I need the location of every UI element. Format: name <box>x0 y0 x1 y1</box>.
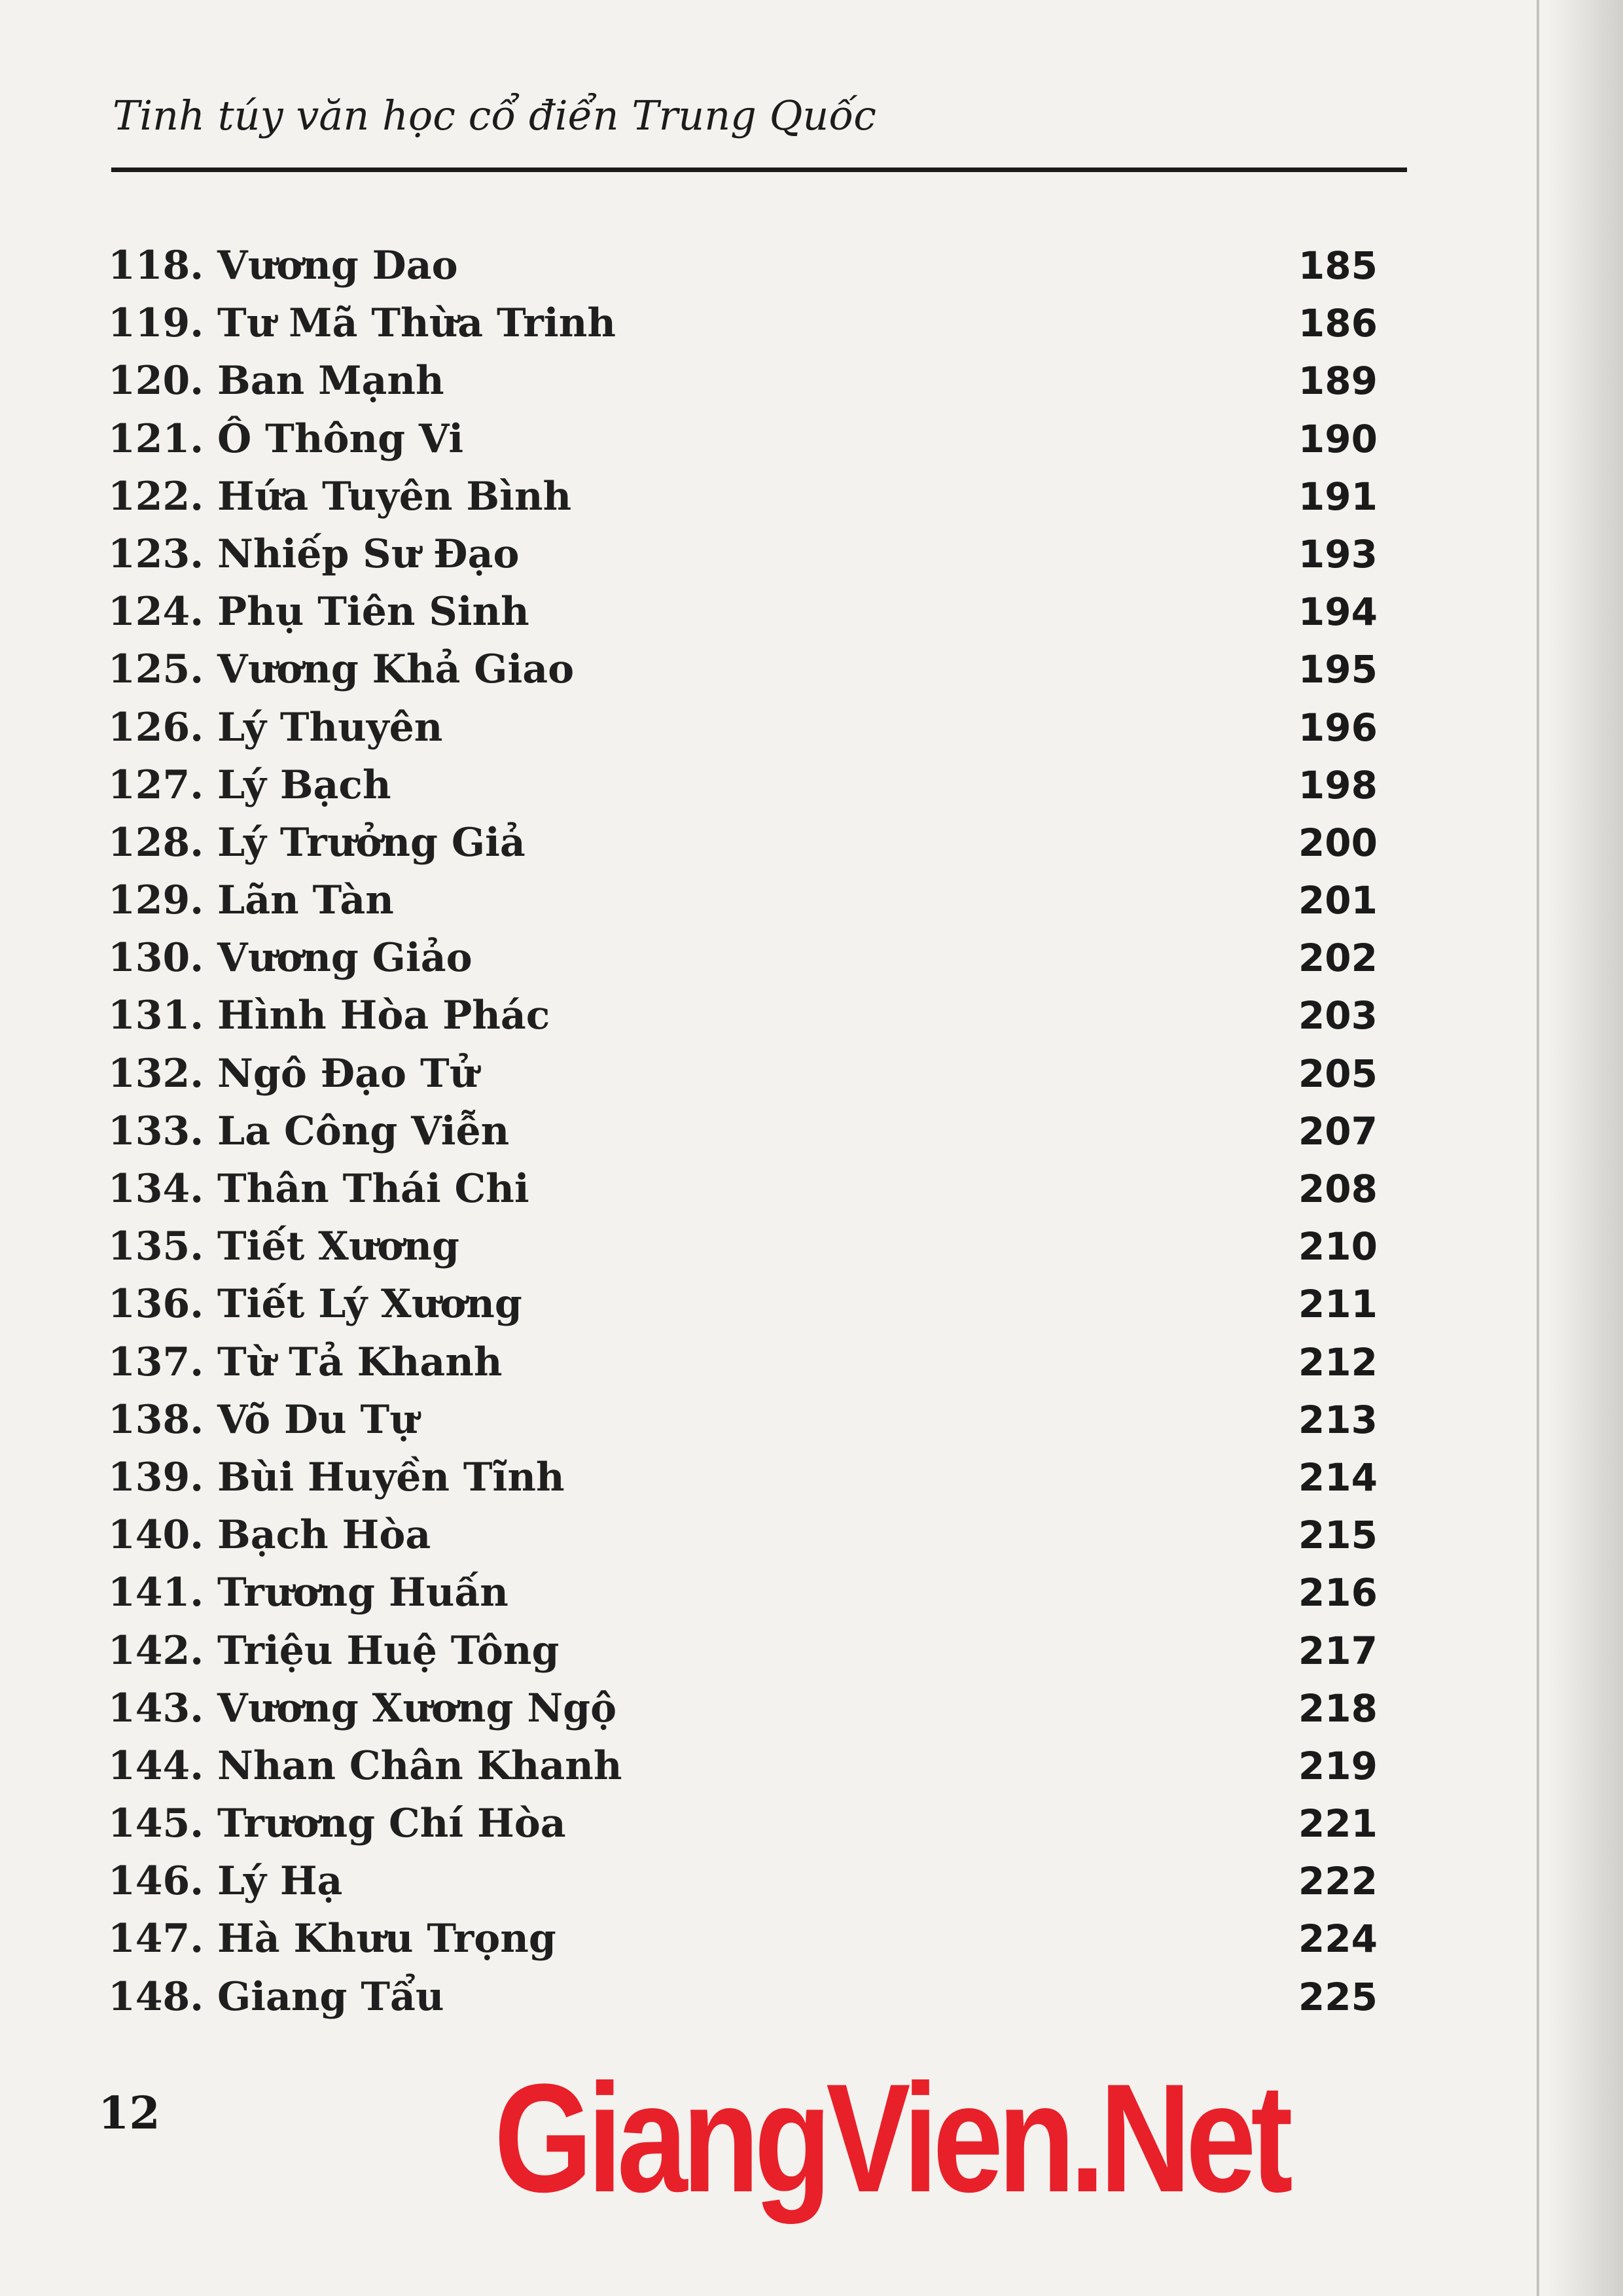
toc-entry <box>108 410 1378 468</box>
toc-entry-page: 221 <box>1298 1801 1378 1846</box>
toc-entry-title: 122. Hứa Tuyên Bình <box>108 473 572 520</box>
toc-entry <box>108 1622 1378 1680</box>
toc-entry-title: 129. Lãn Tàn <box>108 877 394 924</box>
toc-entry-page: 215 <box>1298 1513 1378 1558</box>
toc-entry-title: 126. Lý Thuyên <box>108 704 443 751</box>
toc-entry-page: 191 <box>1298 474 1378 519</box>
toc-entry <box>108 1852 1378 1910</box>
toc-entry-title: 139. Bùi Huyền Tĩnh <box>108 1454 565 1500</box>
toc-entry-title: 137. Từ Tả Khanh <box>108 1339 503 1385</box>
toc-entry-page: 201 <box>1298 878 1378 923</box>
toc-entry <box>108 1737 1378 1795</box>
toc-entry <box>108 1218 1378 1275</box>
toc-entry <box>108 1680 1378 1737</box>
toc-entry-page: 202 <box>1298 936 1378 981</box>
toc-entry-title: 120. Ban Mạnh <box>108 358 444 404</box>
toc-entry-title: 145. Trương Chí Hòa <box>108 1801 566 1847</box>
toc-entry-page: 225 <box>1298 1974 1378 2019</box>
toc-entry-page: 194 <box>1298 590 1378 635</box>
toc-entry-page: 214 <box>1298 1455 1378 1500</box>
toc-entry <box>108 1103 1378 1160</box>
toc-entry <box>108 1449 1378 1506</box>
toc-entry-page: 200 <box>1298 820 1378 865</box>
toc-entry-title: 144. Nhan Chân Khanh <box>108 1742 622 1789</box>
toc-entry-page: 210 <box>1298 1224 1378 1269</box>
page-number: 12 <box>98 2087 160 2140</box>
toc-entry-page: 208 <box>1298 1167 1378 1211</box>
toc-entry-title: 131. Hình Hòa Phác <box>108 993 550 1039</box>
toc-entry-title: 146. Lý Hạ <box>108 1858 343 1905</box>
toc-entry-page: 213 <box>1298 1397 1378 1442</box>
toc-entry-title: 125. Vương Khả Giao <box>108 646 575 693</box>
toc-entry-page: 222 <box>1298 1859 1378 1904</box>
toc-entry <box>108 1506 1378 1564</box>
toc-entry-title: 148. Giang Tẩu <box>108 1973 444 2020</box>
toc-entry <box>108 1795 1378 1852</box>
toc-entry <box>108 872 1378 929</box>
toc-entry-title: 140. Bạch Hòa <box>108 1512 431 1559</box>
toc-entry <box>108 756 1378 814</box>
toc-entry <box>108 987 1378 1044</box>
toc-entry <box>108 1160 1378 1218</box>
toc-entry <box>108 1391 1378 1449</box>
toc-entry <box>108 1333 1378 1391</box>
toc-entry <box>108 468 1378 525</box>
table-of-contents <box>108 237 1378 2026</box>
running-header: Tinh túy văn học cổ điển Trung Quốc <box>113 92 876 139</box>
toc-entry-page: 190 <box>1298 416 1378 461</box>
header-rule <box>111 168 1407 172</box>
toc-entry-title: 143. Vương Xương Ngộ <box>108 1685 617 1731</box>
toc-entry-title: 119. Tư Mã Thừa Trinh <box>108 300 616 347</box>
toc-entry <box>108 699 1378 756</box>
toc-entry-page: 217 <box>1298 1628 1378 1673</box>
toc-entry-title: 130. Vương Giảo <box>108 935 473 981</box>
page-edge <box>1548 0 1623 2296</box>
toc-entry-title: 124. Phụ Tiên Sinh <box>108 589 529 635</box>
toc-entry-page: 211 <box>1298 1282 1378 1327</box>
toc-entry <box>108 641 1378 698</box>
toc-entry-page: 186 <box>1298 301 1378 346</box>
toc-entry <box>108 294 1378 352</box>
toc-entry <box>108 1910 1378 1968</box>
page-edge-line <box>1537 0 1539 2296</box>
toc-entry <box>108 525 1378 583</box>
toc-entry <box>108 237 1378 294</box>
watermark-logo: GiangVien.Net <box>494 2052 1288 2225</box>
toc-entry-title: 118. Vương Dao <box>108 243 458 289</box>
toc-entry-title: 121. Ô Thông Vi <box>108 415 464 462</box>
toc-entry-title: 147. Hà Khưu Trọng <box>108 1916 556 1962</box>
toc-entry-title: 123. Nhiếp Sư Đạo <box>108 531 520 577</box>
toc-entry-page: 189 <box>1298 359 1378 404</box>
toc-entry-title: 132. Ngô Đạo Tử <box>108 1050 478 1097</box>
toc-entry <box>108 1045 1378 1103</box>
toc-entry-title: 127. Lý Bạch <box>108 762 391 808</box>
toc-entry <box>108 1968 1378 2026</box>
toc-entry-page: 207 <box>1298 1108 1378 1154</box>
toc-entry <box>108 814 1378 872</box>
toc-entry-title: 135. Tiết Xương <box>108 1224 460 1270</box>
toc-entry-title: 133. La Công Viễn <box>108 1108 510 1154</box>
toc-entry <box>108 583 1378 641</box>
toc-entry-title: 134. Thân Thái Chi <box>108 1166 529 1212</box>
toc-entry-page: 195 <box>1298 647 1378 692</box>
toc-entry-title: 141. Trương Huấn <box>108 1570 508 1616</box>
toc-entry-page: 224 <box>1298 1916 1378 1962</box>
toc-entry <box>108 1275 1378 1333</box>
toc-entry-page: 216 <box>1298 1570 1378 1616</box>
toc-entry-title: 136. Tiết Lý Xương <box>108 1281 522 1328</box>
toc-entry-title: 142. Triệu Huệ Tông <box>108 1627 560 1674</box>
toc-entry-page: 185 <box>1298 243 1378 288</box>
toc-entry-page: 198 <box>1298 762 1378 807</box>
toc-entry-title: 128. Lý Trưởng Giả <box>108 819 526 866</box>
toc-entry <box>108 352 1378 410</box>
toc-entry <box>108 1564 1378 1621</box>
toc-entry <box>108 929 1378 987</box>
toc-entry-page: 212 <box>1298 1339 1378 1385</box>
toc-entry-title: 138. Võ Du Tự <box>108 1396 418 1443</box>
toc-entry-page: 203 <box>1298 993 1378 1038</box>
toc-entry-page: 219 <box>1298 1743 1378 1788</box>
toc-entry-page: 205 <box>1298 1051 1378 1096</box>
toc-entry-page: 193 <box>1298 531 1378 576</box>
toc-entry-page: 218 <box>1298 1686 1378 1731</box>
toc-entry-page: 196 <box>1298 705 1378 750</box>
